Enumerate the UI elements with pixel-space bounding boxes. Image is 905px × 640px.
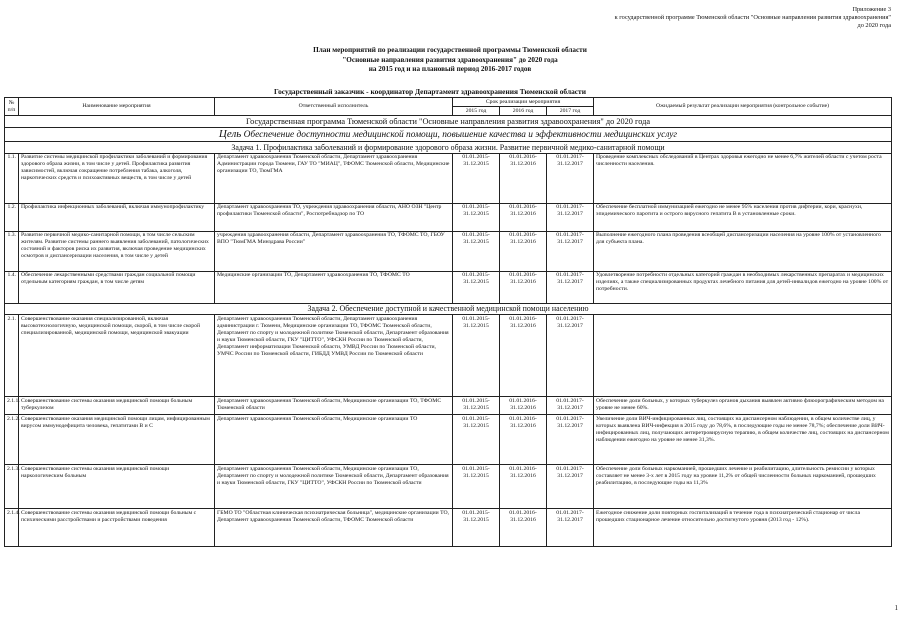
period-2015: 01.01.2015-31.12.2015 — [453, 153, 500, 203]
header-period: Срок реализации мероприятия — [453, 98, 594, 107]
period-2016: 01.01.2016-31.12.2016 — [500, 271, 547, 303]
row-number: 2.1. — [5, 315, 19, 397]
expected-result: Удовлетворение потребности отдельных категорий граждан в необходимых лекарственных препаратах и медицинских изделиях, а также специализированных продуктах лечебного питания для детей-инвалидов ежегодно на уровне 100% от потребности. — [594, 271, 892, 303]
expected-result: Выполнение ежегодного плана проведения всеобщей диспансеризации населения на уровне 100% от установленного для субъекта плана. — [594, 231, 892, 271]
period-2015: 01.01.2015-31.12.2015 — [453, 315, 500, 397]
period-2017: 01.01.2017-31.12.2017 — [547, 315, 594, 397]
table-row — [5, 271, 892, 303]
measure-name: Совершенствование оказания специализированной, включая высокотехнологичную, медицинской помощи, скорой, в том числе скорой специализированной, медицинской помощи, медицинской эвакуации — [19, 315, 215, 397]
table-row — [5, 397, 892, 415]
measure-name: Совершенствование системы оказания медицинской помощи наркологическим больным — [19, 465, 215, 509]
expected-result: Увеличение доли ВИЧ-инфицированных лиц, состоящих на диспансерном наблюдении, в общем количестве лиц, у которых выявлена ВИЧ-инфекция в 2015 году до 78,6%, в последующие годы не менее 78,7%; обеспечение доли ВИЧ-инфицированных лиц, получающих антиретровирусную терапию, в общем количестве лиц, состоящих на диспансерном наблюдении ежегодно на уровне не менее 31,3%. — [594, 415, 892, 465]
title-line-3: на 2015 год и на плановый период 2016-2017 годов — [368, 65, 532, 74]
period-2015: 01.01.2015-31.12.2015 — [453, 509, 500, 547]
period-2015: 01.01.2015-31.12.2015 — [453, 415, 500, 465]
row-number: 1.3. — [5, 231, 19, 271]
row-number: 1.2. — [5, 203, 19, 231]
header-num: № п/п — [5, 98, 19, 116]
measure-executor: Департамент здравоохранения Тюменской области, Медицинские организации ТО, Департамент по спорту и молодежной политике Тюменской области, Департамент образования и науки Тюменской области, ГКУ "ЦИТТО", УФСКН России по Тюменской области — [215, 465, 453, 509]
period-2017: 01.01.2017-31.12.2017 — [547, 397, 594, 415]
table-row — [5, 465, 892, 509]
document-title — [170, 46, 730, 75]
table-row — [5, 509, 892, 547]
expected-result — [594, 315, 892, 397]
measure-name: Развитие системы медицинской профилактики заболеваний и формирования здорового образа жизни, в том числе у детей. Профилактика развития зависимостей, включая сокращение потребления табака, алкоголя, наркотических средств и психоактивных веществ, в том числе у детей — [19, 153, 215, 203]
period-2016: 01.01.2016-31.12.2016 — [500, 153, 547, 203]
goal-lead: Цель — [218, 127, 242, 140]
table-row — [5, 203, 892, 231]
table-row — [5, 315, 892, 397]
row-number: 1.1. — [5, 153, 19, 203]
state-customer: Государственный заказчик - координатор Департамент здравоохранения Тюменской области — [274, 87, 586, 96]
period-2016: 01.01.2016-31.12.2016 — [500, 465, 547, 509]
period-2017: 01.01.2017-31.12.2017 — [547, 509, 594, 547]
expected-result: Проведение комплексных обследований в Центрах здоровья ежегодно не менее 6,7% жителей области с учетом роста численности населения. — [594, 153, 892, 203]
row-number: 2.1.4. — [5, 509, 19, 547]
appendix-note — [531, 6, 891, 31]
measure-executor: Департамент здравоохранения Тюменской области, Медицинские организации ТО — [215, 415, 453, 465]
measure-name: Развитие первичной медико-санитарной помощи, в том числе сельским жителям. Развитие системы раннего выявления заболеваний, патологических состояний и факторов риска их развития, включая проведение медицинских осмотров и диспансеризации населения, в том числе у детей — [19, 231, 215, 271]
measure-name: Обеспечение лекарственными средствами граждан социальной помощи отдельным категориям граждан, в том числе детям — [19, 271, 215, 303]
measure-executor: ГБМО ТО "Областная клиническая психиатрическая больница", медицинские организации ТО, Департамент здравоохранения Тюменской области, ТФОМС Тюменской области — [215, 509, 453, 547]
page-number: 1 — [894, 604, 898, 612]
table-row — [5, 231, 892, 271]
measure-executor: Департамент здравоохранения Тюменской области, Департамент здравоохранения Администрации города Тюмени, ГАУ ТО "МИАЦ", ТФОМС Тюменской области, Медицинские организации ТО, ТюмГМА — [215, 153, 453, 203]
period-2015: 01.01.2015-31.12.2015 — [453, 231, 500, 271]
row-number: 2.1.2. — [5, 415, 19, 465]
period-2015: 01.01.2015-31.12.2015 — [453, 203, 500, 231]
row-number: 2.1.1. — [5, 397, 19, 415]
period-2017: 01.01.2017-31.12.2017 — [547, 465, 594, 509]
measure-name: Совершенствование системы оказания медицинской помощи больным с психическими расстройствами и расстройствами поведения — [19, 509, 215, 547]
period-2017: 01.01.2017-31.12.2017 — [547, 153, 594, 203]
appendix-line-3: до 2020 года — [857, 22, 891, 30]
period-2016: 01.01.2016-31.12.2016 — [500, 415, 547, 465]
period-2016: 01.01.2016-31.12.2016 — [500, 231, 547, 271]
program-title: Государственная программа Тюменской области "Основные направления развития здравоохранения" до 2020 года — [5, 116, 892, 128]
measure-executor: Департамент здравоохранения Тюменской области, Медицинские организации ТО, ТФОМС Тюменской области — [215, 397, 453, 415]
header-row — [5, 98, 892, 107]
period-2016: 01.01.2016-31.12.2016 — [500, 203, 547, 231]
period-2017: 01.01.2017-31.12.2017 — [547, 271, 594, 303]
period-2016: 01.01.2016-31.12.2016 — [500, 397, 547, 415]
goal-text: Обеспечение доступности медицинской помощи, повышение качества и эффективности медицинских услуг — [243, 129, 678, 140]
table-row — [5, 415, 892, 465]
header-name: Наименование мероприятия — [19, 98, 215, 116]
measure-name: Совершенствование системы оказания медицинской помощи больным туберкулезом — [19, 397, 215, 415]
header-result: Ожидаемый результат реализации мероприятия (контрольное событие) — [594, 98, 892, 116]
period-2017: 01.01.2017-31.12.2017 — [547, 203, 594, 231]
task-2-row — [5, 303, 892, 314]
expected-result: Обеспечение бесплатной иммунизацией ежегодно не менее 95% населения против дифтерии, кори, краснухи, эпидемического паротита и острого вирусного гепатита В в установленные сроки. — [594, 203, 892, 231]
measure-executor: Медицинские организации ТО, Департамент здравоохранения ТО, ТФОМС ТО — [215, 271, 453, 303]
title-line-2: "Основные направления развития здравоохранения" до 2020 года — [342, 55, 558, 64]
measure-executor: Департамент здравоохранения ТО, учреждения здравоохранения области, АНО ОЗН "Центр профилактики Тюменской области", Роспотребнадзор по ТО — [215, 203, 453, 231]
expected-result: Ежегодное снижение доли повторных госпитализаций в течение года в психиатрический стационар от числа прошедших стационарное лечение относительно достигнутого уровня (2013 год - 12%). — [594, 509, 892, 547]
expected-result: Обеспечение доли больных наркоманией, прошедших лечение и реабилитацию, длительность ремиссии у которых составляет не менее 3-х лет в 2015 году на уровне 11,2% от общей численности больных наркоманией, прошедших реабилитацию, в последующие годы на 11,3% — [594, 465, 892, 509]
measure-name: Совершенствование оказания медицинской помощи лицам, инфицированным вирусом иммунодефицита человека, гепатитами В и С — [19, 415, 215, 465]
goal-row — [5, 128, 892, 142]
header-executor: Ответственный исполнитель — [215, 98, 453, 116]
period-2015: 01.01.2015-31.12.2015 — [453, 271, 500, 303]
period-2015: 01.01.2015-31.12.2015 — [453, 397, 500, 415]
appendix-line-2: к государственной программе Тюменской области "Основные направления развития здравоохранения" — [614, 14, 891, 22]
table-row — [5, 153, 892, 203]
header-year-2015: 2015 год — [453, 107, 500, 116]
row-number: 1.4. — [5, 271, 19, 303]
goal-cell — [5, 128, 892, 142]
row-number: 2.1.3. — [5, 465, 19, 509]
measure-name: Профилактика инфекционных заболеваний, включая иммунопрофилактику — [19, 203, 215, 231]
program-row — [5, 116, 892, 128]
plan-table — [4, 97, 892, 547]
appendix-line-1: Приложение 3 — [852, 6, 891, 13]
task-1-title: Задача 1. Профилактика заболеваний и формирование здорового образа жизни. Развитие первичной медико-санитарной помощи — [5, 142, 892, 153]
measure-executor: Департамент здравоохранения Тюменской области, Департамент здравоохранения администрации г. Тюмени, Медицинские организации ТО, ТФОМС Тюменской области, Департамент по спорту и молодежной политике Тюменской области, Департамент образования и науки Тюменской области, ГКУ "ЦИТТО", УФСКН России по Тюменской области, Департамент информатизации Тюменской области, УМВД России по Тюменской области, УМЧС России по Тюменской области, ГИБДД УМВД России по Тюменской области — [215, 315, 453, 397]
expected-result: Обеспечение доли больных, у которых туберкулез органов дыхания выявлен активно флюорографическим методом на уровне не менее 60%. — [594, 397, 892, 415]
period-2017: 01.01.2017-31.12.2017 — [547, 415, 594, 465]
title-line-1: План мероприятий по реализации государственной программы Тюменской области — [313, 46, 587, 54]
measure-executor: учреждения здравоохранения области, Департамент здравоохранения ТО, ТФОМС ТО, ГБОУ ВПО "ТюмГМА Минздрава России" — [215, 231, 453, 271]
period-2017: 01.01.2017-31.12.2017 — [547, 231, 594, 271]
period-2016: 01.01.2016-31.12.2016 — [500, 509, 547, 547]
task-2-title: Задача 2. Обеспечение доступной и качественной медицинской помощи населению — [5, 303, 892, 314]
task-1-row — [5, 142, 892, 153]
header-year-2016: 2016 год — [500, 107, 547, 116]
header-year-2017: 2017 год — [547, 107, 594, 116]
period-2016: 01.01.2016-31.12.2016 — [500, 315, 547, 397]
period-2015: 01.01.2015-31.12.2015 — [453, 465, 500, 509]
